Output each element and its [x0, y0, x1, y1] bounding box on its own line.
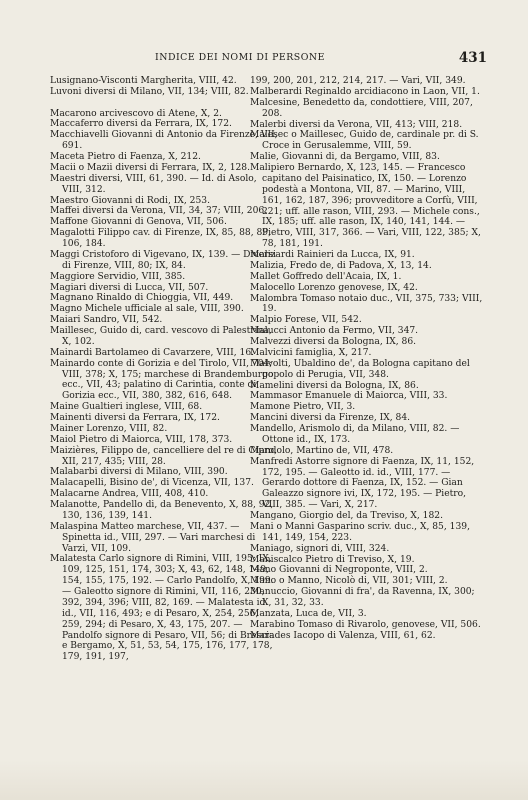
index-entry: Mainardo conte di Gorizia e del Tirolo, VII, 704; VIII, 378; X, 175; marchese di Brandemburgo ecc., VII, 43; palatino di Carintia, conte di Gorizia ecc., VII, 380, 382, 616, 648.: [50, 358, 274, 402]
index-entry: Manfredi Astorre signore di Faenza, IX, 11, 152, 172, 195. — Galeotto id. id., VIII, 177. — Gerardo dottore di Faenza, IX, 152. — Gian Galeazzo signore ivi, IX, 172, 195. — Pietro, VIII, 385. — Vari, X, 217.: [250, 456, 475, 511]
index-entry: Mano o Manno, Nicolò di, VII, 301; VIII, 2.: [250, 576, 448, 587]
index-entry: Maiol Pietro di Maiorca, VIII, 178, 373.: [50, 434, 233, 445]
index-entry: Maine Gualtieri inglese, VIII, 68.: [50, 402, 203, 413]
index-entry: Maestri diversi, VIII, 61, 390. — Id. di Asolo, VIII, 312.: [50, 173, 257, 195]
index-entry: Malaspina Matteo marchese, VII, 437. — Spinetta id., VIII, 297. — Vari marchesi di Varzi, VII, 109.: [50, 521, 256, 554]
index-entry: Malberardi Reginaldo arcidiacono in Laon, VII, 1.: [250, 86, 480, 97]
index-entry: Malocello Lorenzo genovese, IX, 42.: [250, 282, 418, 293]
index-entry: Malanotte, Pandello di, da Benevento, X, 88, 92, 130, 136, 139, 141.: [50, 500, 274, 521]
index-entry: Maizières, Filippo de, cancelliere del re di Cipro, XII, 217, 435; VIII, 28.: [50, 445, 277, 467]
page-bottom-shading: [0, 760, 528, 800]
page-number: 431: [458, 50, 487, 66]
index-entry: Malizardi Rainieri da Lucca, IX, 91.: [250, 250, 415, 260]
index-entry: Maniago, signori di, VIII, 324.: [250, 543, 390, 554]
index-entry: Mainer Lorenzo, VIII, 82.: [50, 423, 168, 434]
index-entry: Maffei diversi da Verona, VII, 34, 37; VIII, 206.: [50, 206, 268, 217]
index-entry: Magiari diversi di Lucca, VII, 507.: [50, 282, 209, 293]
index-entry: Malie, Giovanni di, da Bergamo, VIII, 83.: [250, 152, 440, 163]
index-entry: Luvoni diversi di Milano, VII, 134; VIII, 82.: [50, 86, 249, 97]
index-entry: Macarono arcivescovo di Atene, X, 2.: [50, 108, 222, 119]
index-entry: Malizia, Fredo de, di Padova, X, 13, 14.: [250, 260, 432, 271]
index-entry: Mano Giovanni di Negroponte, VIII, 2.: [250, 565, 428, 576]
index-entry: Manuccio, Giovanni di fra', da Ravenna, IX, 300; X, 31, 32, 33.: [250, 587, 475, 608]
index-entry: Malipiero Bernardo, X, 123, 145. — Francesco capitano del Paisinatico, IX, 150. — Lorenzo podestà a Montona, VII, 87. — Marino, VIII, 161, 162, 187, 396; provveditore a Corfù, VIII, 221; uff. alle rason, VIII, 293. — Michele cons., IX, 185; uff. alle rason, IX, 140, 141, 144. — Pietro, VIII, 317, 366. — Vari, VIII, 122, 385; X, 78, 181, 191.: [250, 163, 481, 250]
index-entry: Mallet Goffredo dell'Acaia, IX, 1.: [250, 271, 402, 282]
index-entry: Mainardi Bartolameo di Cavarzere, VIII, 16.: [50, 347, 255, 358]
index-entry: Malombra Tomaso notaio duc., VII, 375, 733; VIII, 19.: [250, 293, 483, 315]
index-entry: Malesec o Maillesec, Guido de, cardinale pr. di S. Croce in Gerusalemme, VIII, 59.: [250, 130, 479, 152]
index-entry: Maestro Giovanni di Rodi, IX, 253.: [50, 195, 210, 206]
index-entry: Magnano Rinaldo di Chioggia, VII, 449.: [50, 293, 234, 304]
running-header: INDICE DEI NOMI DI PERSONE: [155, 52, 325, 63]
index-entry: Mandolo, Martino de, VII, 478.: [250, 445, 394, 456]
index-entry: Malacarne Andrea, VIII, 408, 410.: [50, 489, 209, 500]
index-entry: Marabino Tomaso di Rivarolo, genovese, VII, 506.: [250, 619, 481, 630]
index-entry: Malacapelli, Bisino de', di Vicenza, VII, 137.: [50, 478, 254, 489]
index-entry: Maffone Giovanni di Genova, VII, 506.: [50, 217, 227, 228]
index-entry: Malvolti, Ubaldino de', da Bologna capitano del popolo di Perugia, VII, 348.: [250, 358, 470, 380]
index-entry: Maiari Sandro, VII, 542.: [50, 315, 163, 326]
index-entry: Magalotti Filippo cav. di Firenze, IX, 85, 88, 89, 106, 184.: [50, 228, 272, 250]
index-column-right: [250, 76, 486, 642]
index-entry: Mamone Pietro, VII, 3.: [250, 402, 356, 413]
index-entry: Mainenti diversi da Ferrara, IX, 172.: [50, 413, 220, 424]
index-entry: Maillesec, Guido di, card. vescovo di Palestrina, X, 102.: [50, 326, 272, 347]
index-entry: Mancini diversi da Firenze, IX, 84.: [250, 413, 411, 424]
index-entry: Maccaferro diversi da Ferrara, IX, 172.: [50, 119, 232, 130]
index-entry: Malpio Forese, VII, 542.: [250, 315, 362, 326]
index-entry: Malcesine, Benedetto da, condottiere, VIII, 207, 208.: [250, 97, 473, 119]
index-entry: Maggi Cristoforo di Vigevano, IX, 139. — Diversi di Firenze, VIII, 80; IX, 84.: [50, 249, 276, 271]
index-entry: Mani o Manni Gasparino scriv. duc., X, 85, 139, 141, 149, 154, 223.: [250, 521, 470, 543]
index-entry: Maggiore Servidio, VIII, 385.: [50, 271, 186, 282]
index-column-left: [50, 76, 278, 663]
index-entry: Malvicini famiglia, X, 217.: [250, 347, 372, 358]
index-entry: Macchiavelli Giovanni di Antonio da Firenze, VII, 691.: [50, 130, 278, 152]
index-entry: Malabarbi diversi di Milano, VIII, 390.: [50, 467, 228, 478]
index-entry: Mandello, Arismolo di, da Milano, VIII, 82. — Ottone id., IX, 173.: [250, 424, 460, 445]
index-entry: Malvezzi diversi da Bologna, IX, 86.: [250, 337, 417, 347]
index-entry: 199, 200, 201, 212, 214, 217. — Vari, VII, 349.: [250, 76, 466, 86]
index-entry: Malerbi diversi da Verona, VII, 413; VIII, 218.: [250, 119, 463, 130]
index-entry: Mamelini diversi da Bologna, IX, 86.: [250, 380, 419, 391]
index-entry: Lusignano-Visconti Margherita, VIII, 42.: [50, 76, 237, 86]
index-entry: Mammasor Emanuele di Maiorca, VIII, 33.: [250, 391, 448, 402]
index-entry: Maniscalco Pietro di Treviso, X, 19.: [250, 554, 415, 565]
index-entry: Macii o Mazii diversi di Ferrara, IX, 2, 128.: [50, 162, 251, 173]
index-entry: Maceta Pietro di Faenza, X, 212.: [50, 152, 201, 163]
index-entry: Manzata, Luca de, VII, 3.: [250, 608, 367, 619]
index-entry: Marades Iacopo di Valenza, VIII, 61, 62.: [250, 630, 436, 641]
index-entry: Mangano, Giorgio del, da Treviso, X, 182.: [250, 511, 443, 521]
index-entry: Malucci Antonio da Fermo, VII, 347.: [250, 326, 419, 337]
index-entry: Magno Michele ufficiale al sale, VIII, 390.: [50, 304, 244, 315]
index-entry: Malatesta Carlo signore di Rimini, VIII, 195; IX, 109, 125, 151, 174, 303; X, 43, 62, 148, 149, 154, 155, 175, 192. — Carlo Pandolfo, X, 199. — Galeotto signore di Rimini, VII, 116, 230, 392, 394, 396; VIII, 82, 169. — Malatesta id. id., VII, 116, 493; e di Pesaro, X, 254, 256, 259, 294; di Pesaro, X, 43, 175, 207. — Pandolfo signore di Pesaro, VII, 56; di Brescia e Bergamo, X, 51, 53, 54, 175, 176, 177, 178, 179, 191, 197,: [50, 554, 275, 663]
